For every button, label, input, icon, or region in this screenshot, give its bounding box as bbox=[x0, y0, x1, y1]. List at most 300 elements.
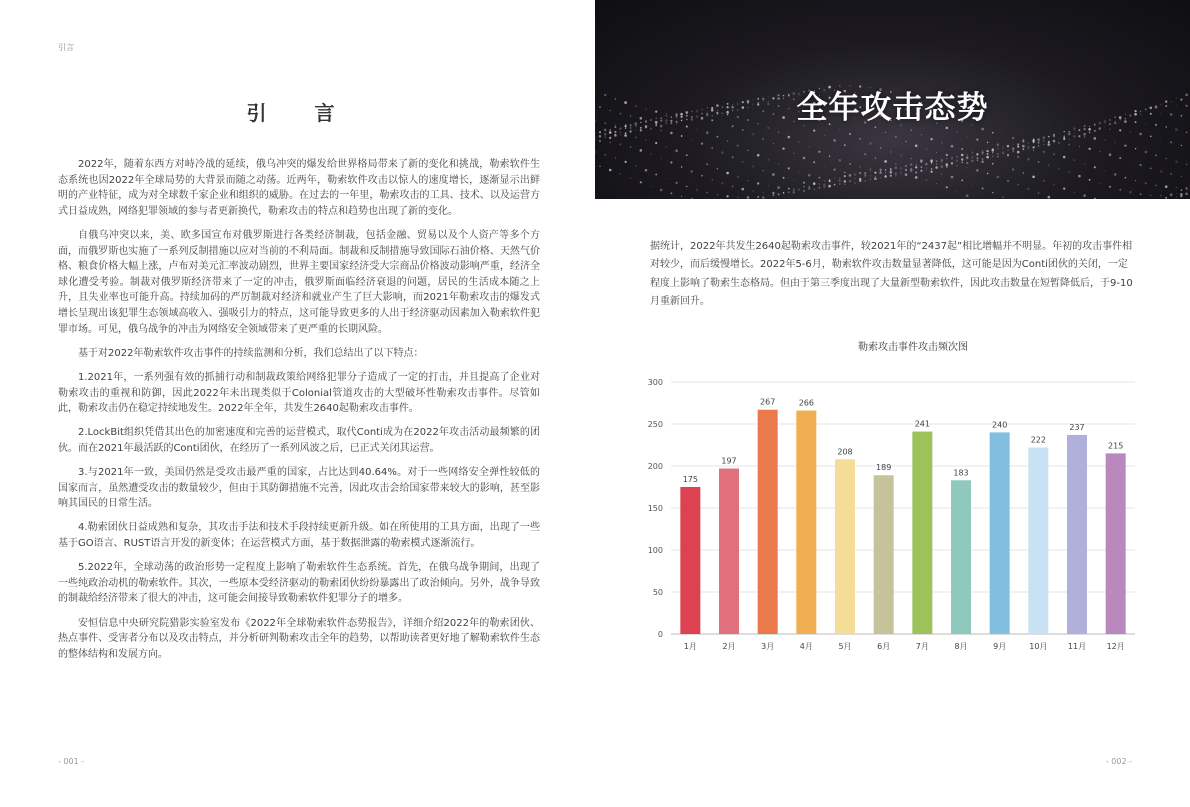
particle-dot bbox=[956, 131, 958, 133]
particle-dot bbox=[1176, 196, 1177, 197]
bar bbox=[796, 411, 816, 634]
particle-dot bbox=[629, 130, 632, 133]
particle-dot bbox=[747, 150, 748, 151]
bar bbox=[874, 475, 894, 634]
running-head: 引言 bbox=[58, 43, 74, 52]
particle-dot bbox=[788, 192, 789, 193]
particle-dot bbox=[783, 148, 785, 150]
particle-dot bbox=[1002, 152, 1004, 154]
particle-dot bbox=[900, 167, 903, 170]
particle-dot bbox=[798, 188, 801, 191]
particle-dot bbox=[1038, 161, 1040, 163]
particle-dot bbox=[854, 182, 856, 184]
particle-dot bbox=[803, 186, 804, 187]
particle-dot bbox=[813, 130, 815, 132]
particle-dot bbox=[844, 184, 845, 185]
particle-dot bbox=[1022, 145, 1025, 148]
particle-dot bbox=[860, 167, 861, 168]
particle-dot bbox=[1120, 189, 1121, 190]
particle-dot bbox=[772, 192, 774, 194]
particle-dot bbox=[916, 164, 917, 165]
particle-dot bbox=[936, 160, 938, 162]
particle-dot bbox=[895, 163, 897, 165]
particle-dot bbox=[977, 160, 978, 161]
particle-dot bbox=[1058, 142, 1061, 145]
particle-dot bbox=[890, 171, 893, 174]
particle-dot bbox=[681, 135, 683, 137]
particle-dot bbox=[874, 177, 877, 180]
particle-dot bbox=[1083, 194, 1086, 197]
particle-dot bbox=[604, 154, 606, 156]
particle-dot bbox=[1186, 164, 1187, 165]
particle-dot bbox=[661, 158, 662, 159]
particle-dot bbox=[1038, 141, 1040, 143]
particle-dot bbox=[726, 172, 729, 175]
particle-dot bbox=[599, 131, 601, 133]
particle-dot bbox=[742, 188, 745, 191]
particle-dot bbox=[895, 167, 898, 170]
particle-dot bbox=[1022, 140, 1024, 142]
particle-dot bbox=[732, 186, 733, 187]
particle-dot bbox=[762, 196, 765, 199]
particle-dot bbox=[1043, 151, 1045, 153]
particle-dot bbox=[992, 192, 993, 193]
particle-dot bbox=[1037, 138, 1040, 141]
y-tick-label: 0 bbox=[657, 630, 663, 639]
particle-dot bbox=[824, 166, 825, 167]
particle-dot bbox=[981, 128, 984, 131]
particle-dot bbox=[717, 136, 719, 138]
particle-dot bbox=[962, 162, 963, 163]
particle-dot bbox=[1119, 129, 1121, 131]
particle-dot bbox=[1079, 146, 1080, 147]
y-tick-label: 200 bbox=[647, 462, 663, 471]
particle-dot bbox=[855, 149, 856, 150]
particle-dot bbox=[961, 148, 963, 150]
particle-dot bbox=[696, 129, 697, 130]
particle-dot bbox=[839, 179, 841, 181]
particle-dot bbox=[1048, 196, 1051, 199]
particle-dot bbox=[1083, 133, 1086, 136]
particle-dot bbox=[961, 154, 964, 157]
particle-dot bbox=[1033, 150, 1034, 151]
particle-dot bbox=[783, 192, 784, 193]
particle-dot bbox=[788, 136, 791, 139]
particle-dot bbox=[936, 166, 938, 168]
particle-dot bbox=[1033, 146, 1035, 148]
particle-dot bbox=[992, 132, 994, 134]
particle-dot bbox=[936, 183, 937, 184]
particle-dot bbox=[839, 183, 841, 185]
particle-dot bbox=[619, 143, 621, 145]
particle-dot bbox=[1012, 147, 1015, 150]
particle-dot bbox=[1069, 139, 1070, 140]
particle-dot bbox=[1073, 127, 1076, 130]
y-tick-label: 150 bbox=[647, 504, 663, 513]
particle-dot bbox=[630, 146, 631, 147]
particle-dot bbox=[697, 159, 698, 160]
particle-dot bbox=[1129, 191, 1132, 194]
particle-dot bbox=[712, 179, 713, 180]
particle-dot bbox=[1038, 145, 1039, 146]
particle-dot bbox=[961, 158, 963, 160]
particle-dot bbox=[676, 182, 678, 184]
particle-dot bbox=[1099, 183, 1100, 184]
particle-dot bbox=[931, 171, 933, 173]
particle-dot bbox=[670, 132, 673, 135]
particle-dot bbox=[706, 192, 708, 194]
particle-dot bbox=[666, 178, 667, 179]
particle-dot bbox=[793, 191, 796, 194]
particle-dot bbox=[987, 150, 989, 152]
particle-dot bbox=[640, 181, 642, 183]
particle-dot bbox=[823, 186, 825, 188]
particle-dot bbox=[737, 145, 739, 147]
particle-dot bbox=[1186, 188, 1188, 190]
particle-dot bbox=[865, 180, 866, 181]
particle-dot bbox=[926, 149, 928, 151]
particle-dot bbox=[1089, 179, 1091, 181]
particle-dot bbox=[610, 129, 611, 130]
particle-dot bbox=[803, 190, 805, 192]
particle-dot bbox=[1012, 137, 1014, 139]
particle-dot bbox=[599, 140, 601, 142]
particle-dot bbox=[1166, 158, 1167, 159]
particle-dot bbox=[604, 133, 606, 135]
particle-dot bbox=[895, 175, 896, 176]
particle-dot bbox=[1038, 192, 1039, 193]
particle-dot bbox=[910, 168, 912, 170]
particle-dot bbox=[844, 144, 846, 146]
particle-dot bbox=[625, 127, 626, 128]
particle-dot bbox=[625, 132, 627, 134]
particle-dot bbox=[655, 174, 657, 176]
particle-dot bbox=[997, 148, 998, 149]
data-label: 175 bbox=[682, 475, 698, 484]
particle-dot bbox=[624, 134, 627, 137]
particle-dot bbox=[1130, 131, 1131, 132]
particle-dot bbox=[869, 168, 871, 170]
particle-dot bbox=[1048, 143, 1051, 146]
particle-dot bbox=[895, 173, 897, 175]
intro-paragraph: 据统计，2022年共发生2640起勒索攻击事件，较2021年的“2437起”相比增幅并不明显。年初的攻击事件相对较少，而后缓慢增长。2022年5-6月，勒索软件攻击数量显著降低，这可能是因为Conti团伙的关闭，一定程度上影响了勒索生态格局。但由于第三季度出现了大量新型勒索软件，因此攻击数量在短暂降低后，于9-10月重新回升。 bbox=[650, 241, 1133, 307]
particle-dot bbox=[1043, 140, 1045, 142]
particle-dot bbox=[884, 160, 887, 163]
particle-dot bbox=[717, 168, 718, 169]
particle-dot bbox=[1139, 133, 1142, 136]
particle-dot bbox=[778, 193, 780, 195]
particle-dot bbox=[1161, 139, 1162, 140]
particle-dot bbox=[1099, 151, 1100, 152]
particle-dot bbox=[1027, 158, 1030, 161]
particle-dot bbox=[1078, 135, 1080, 137]
particle-dot bbox=[849, 174, 852, 177]
particle-dot bbox=[976, 139, 978, 141]
page-title: 引 言 bbox=[246, 101, 349, 125]
particle-dot bbox=[890, 168, 891, 169]
particle-dot bbox=[706, 131, 709, 134]
particle-dot bbox=[1074, 133, 1075, 134]
particle-dot bbox=[808, 174, 811, 177]
particle-dot bbox=[798, 141, 800, 143]
data-label: 267 bbox=[760, 397, 776, 407]
x-tick-label: 12月 bbox=[1106, 642, 1125, 651]
particle-dot bbox=[1125, 177, 1127, 179]
particle-dot bbox=[767, 127, 769, 129]
particle-dot bbox=[635, 130, 636, 131]
particle-dot bbox=[1059, 133, 1060, 134]
particle-dot bbox=[1155, 185, 1156, 186]
particle-dot bbox=[865, 175, 866, 176]
particle-dot bbox=[650, 128, 652, 130]
x-tick-label: 6月 bbox=[877, 642, 891, 651]
particle-dot bbox=[788, 167, 790, 169]
particle-dot bbox=[956, 165, 958, 167]
particle-dot bbox=[951, 163, 953, 165]
particle-dot bbox=[911, 171, 912, 172]
y-tick-label: 100 bbox=[647, 546, 663, 555]
particle-dot bbox=[986, 156, 989, 159]
particle-dot bbox=[951, 145, 954, 148]
particle-dot bbox=[828, 185, 831, 188]
particle-dot bbox=[803, 157, 806, 160]
particle-dot bbox=[1068, 131, 1070, 133]
particle-dot bbox=[1068, 144, 1070, 146]
paragraph: 基于对2022年勒索软件攻击事件的持续监测和分析，我们总结出了以下特点： bbox=[78, 347, 424, 359]
particle-dot bbox=[966, 194, 969, 197]
particle-dot bbox=[992, 156, 993, 157]
particle-dot bbox=[635, 165, 636, 166]
particle-dot bbox=[1176, 193, 1177, 194]
particle-dot bbox=[824, 180, 826, 182]
particle-dot bbox=[681, 196, 682, 197]
particle-dot bbox=[885, 169, 886, 170]
particle-dot bbox=[1068, 133, 1071, 136]
particle-dot bbox=[844, 180, 847, 183]
particle-dot bbox=[1088, 128, 1091, 131]
particle-dot bbox=[915, 172, 917, 174]
particle-dot bbox=[829, 156, 830, 157]
particle-dot bbox=[946, 186, 948, 188]
particle-dot bbox=[818, 151, 820, 153]
particle-dot bbox=[1002, 148, 1003, 149]
particle-dot bbox=[1074, 192, 1075, 193]
particle-dot bbox=[809, 146, 810, 147]
particle-dot bbox=[1145, 151, 1148, 154]
particle-dot bbox=[930, 159, 933, 162]
particle-dot bbox=[925, 163, 927, 165]
particle-dot bbox=[926, 167, 927, 168]
data-label: 215 bbox=[1108, 441, 1124, 451]
particle-dot bbox=[1160, 195, 1162, 197]
particle-dot bbox=[946, 154, 948, 156]
particle-dot bbox=[650, 153, 652, 155]
bar bbox=[719, 469, 739, 634]
particle-dot bbox=[982, 151, 984, 153]
particle-dot bbox=[931, 138, 933, 140]
particle-dot bbox=[619, 127, 622, 130]
particle-dot bbox=[1094, 166, 1096, 168]
particle-dot bbox=[604, 129, 607, 132]
particle-dot bbox=[1109, 153, 1112, 156]
particle-dot bbox=[1165, 197, 1167, 199]
particle-dot bbox=[768, 195, 769, 196]
particle-dot bbox=[1063, 156, 1066, 159]
paragraph: 2022年，随着东西方对峙冷战的延续，俄乌冲突的爆发给世界格局带来了新的变化和挑战，勒索软件生态系统也因2022年全球局势的大背景而随之动荡。近两年，勒索软件攻击以惊人的速度增长，逐渐显示出鲜明的产业特征，成为对全球数千家企业和组织的威胁。在过去的一年里，勒索攻击的工具、技术、以及运营方式日益成熟，网络犯罪领域的参与者更新换代，勒索攻击的特点和趋势也出现了新的变化。 bbox=[58, 159, 540, 217]
particle-dot bbox=[834, 178, 835, 179]
particle-dot bbox=[1048, 136, 1050, 138]
particle-dot bbox=[946, 158, 947, 159]
particle-dot bbox=[1124, 145, 1126, 147]
particle-dot bbox=[987, 153, 989, 155]
particle-dot bbox=[748, 180, 749, 181]
particle-dot bbox=[614, 131, 616, 133]
data-label: 237 bbox=[1069, 422, 1085, 432]
particle-dot bbox=[1012, 151, 1014, 153]
particle-dot bbox=[946, 166, 948, 168]
paragraph: 5.2022年，全球动荡的政治形势一定程度上影响了勒索软件生态系统。首先，在俄乌战争期间，出现了一些纯政治动机的勒索软件。其次，一些原本受经济驱动的勒索团伙纷纷暴露出了政治倾向。另外，战争导致的制裁给经济带来了很大的冲击，这可能会间接导致勒索软件犯罪分子的增多。 bbox=[58, 562, 540, 605]
section-banner bbox=[595, 0, 1190, 199]
particle-dot bbox=[1053, 154, 1054, 155]
particle-dot bbox=[997, 155, 999, 157]
particle-dot bbox=[778, 132, 779, 133]
particle-dot bbox=[915, 176, 918, 179]
particle-dot bbox=[798, 171, 799, 172]
particle-dot bbox=[854, 178, 856, 180]
particle-dot bbox=[1074, 159, 1076, 161]
particle-dot bbox=[727, 141, 728, 142]
particle-dot bbox=[742, 161, 743, 162]
particle-dot bbox=[854, 174, 855, 175]
chart-title: 勒索攻击事件攻击频次图 bbox=[858, 342, 968, 353]
particle-dot bbox=[640, 128, 641, 129]
particle-dot bbox=[972, 152, 974, 154]
particle-dot bbox=[966, 162, 968, 164]
particle-dot bbox=[967, 136, 968, 137]
particle-dot bbox=[829, 180, 831, 182]
particle-dot bbox=[879, 172, 882, 175]
particle-dot bbox=[660, 189, 663, 192]
particle-dot bbox=[839, 159, 842, 162]
paragraph: 4.勒索团伙日益成熟和复杂，其攻击手法和技术手段持续更新升级。如在所使用的工具方面，出现了一些基于GO语言、RUST语言开发的新变体；在运营模式方面，基于数据泄露的勒索模式逐渐流行。 bbox=[58, 522, 540, 550]
particle-dot bbox=[1089, 148, 1091, 150]
particle-dot bbox=[666, 146, 667, 147]
particle-dot bbox=[620, 132, 622, 134]
particle-dot bbox=[844, 175, 846, 177]
particle-dot bbox=[1043, 144, 1044, 145]
page-number: - 002 - bbox=[1105, 757, 1132, 766]
particle-dot bbox=[1170, 141, 1172, 143]
particle-dot bbox=[1185, 193, 1188, 196]
particle-dot bbox=[610, 142, 611, 143]
particle-dot bbox=[691, 139, 692, 140]
paragraph: 1.2021年，一系列强有效的抓捕行动和制裁政策给网络犯罪分子造成了一定的打击，并且提高了企业对勒索攻击的重视和防御，因此2022年未出现类似于Colonial管道攻击的大型破坏性勒索攻击事件。尽管如此，勒索攻击仍在稳定持续地发生。2022年全年，共发生2640起勒索攻击事件。 bbox=[58, 371, 540, 415]
particle-dot bbox=[706, 163, 708, 165]
particle-dot bbox=[941, 159, 943, 161]
particle-dot bbox=[870, 179, 872, 181]
particle-dot bbox=[757, 182, 759, 184]
particle-dot bbox=[1033, 141, 1035, 143]
particle-dot bbox=[849, 163, 851, 165]
particle-dot bbox=[615, 134, 616, 135]
particle-dot bbox=[1064, 131, 1065, 132]
particle-dot bbox=[921, 134, 922, 135]
particle-dot bbox=[1007, 145, 1010, 148]
particle-dot bbox=[732, 156, 734, 158]
particle-dot bbox=[992, 152, 993, 153]
particle-dot bbox=[1064, 136, 1065, 137]
particle-dot bbox=[630, 127, 632, 129]
particle-dot bbox=[1023, 148, 1025, 150]
particle-dot bbox=[686, 154, 688, 156]
particle-dot bbox=[869, 142, 872, 145]
particle-dot bbox=[823, 184, 826, 187]
particle-dot bbox=[921, 170, 922, 171]
particle-dot bbox=[1002, 196, 1005, 199]
particle-dot bbox=[1033, 139, 1034, 140]
section-title: 全年攻击态势 bbox=[796, 90, 989, 126]
particle-dot bbox=[966, 157, 968, 159]
particle-dot bbox=[915, 144, 918, 147]
particle-dot bbox=[1135, 180, 1136, 181]
particle-dot bbox=[910, 163, 912, 165]
particle-dot bbox=[824, 135, 825, 136]
particle-dot bbox=[1003, 166, 1004, 167]
particle-dot bbox=[916, 166, 917, 167]
particle-dot bbox=[1140, 164, 1142, 166]
particle-dot bbox=[752, 190, 754, 192]
particle-dot bbox=[997, 143, 1000, 146]
particle-dot bbox=[1073, 135, 1075, 137]
particle-dot bbox=[737, 197, 738, 198]
paragraph: 3.与2021年一致，美国仍然是受攻击最严重的国家，占比达到40.64%。对于一些网络安全弹性较低的国家而言，虽然遭受攻击的数量较少，但由于其防御措施不完善，因此攻击会给国家带来较大的影响，甚至影响其国民的日常生活。 bbox=[58, 467, 540, 510]
particle-dot bbox=[1018, 184, 1019, 185]
particle-dot bbox=[829, 179, 830, 180]
particle-dot bbox=[599, 135, 602, 138]
particle-dot bbox=[839, 129, 840, 130]
particle-dot bbox=[814, 189, 815, 190]
particle-dot bbox=[691, 170, 694, 173]
particle-dot bbox=[813, 182, 816, 185]
particle-dot bbox=[1170, 173, 1172, 175]
particle-dot bbox=[992, 148, 994, 150]
particle-dot bbox=[1181, 189, 1183, 191]
particle-dot bbox=[951, 176, 954, 179]
particle-dot bbox=[941, 163, 942, 164]
particle-dot bbox=[1063, 136, 1065, 138]
particle-dot bbox=[880, 147, 882, 149]
particle-dot bbox=[772, 173, 775, 176]
particle-dot bbox=[1094, 137, 1097, 140]
particle-dot bbox=[880, 169, 882, 171]
x-tick-label: 8月 bbox=[954, 642, 968, 651]
particle-dot bbox=[1186, 132, 1188, 134]
particle-dot bbox=[900, 154, 902, 156]
particle-dot bbox=[670, 161, 672, 163]
particle-dot bbox=[1079, 130, 1080, 131]
particle-dot bbox=[976, 153, 979, 156]
particle-dot bbox=[870, 175, 871, 176]
particle-dot bbox=[936, 152, 937, 153]
particle-dot bbox=[1063, 138, 1065, 140]
particle-dot bbox=[793, 153, 794, 154]
particle-dot bbox=[951, 157, 952, 158]
particle-dot bbox=[747, 196, 750, 199]
particle-dot bbox=[661, 130, 662, 131]
particle-dot bbox=[640, 129, 642, 131]
particle-dot bbox=[1114, 173, 1117, 176]
data-label: 183 bbox=[953, 468, 969, 478]
